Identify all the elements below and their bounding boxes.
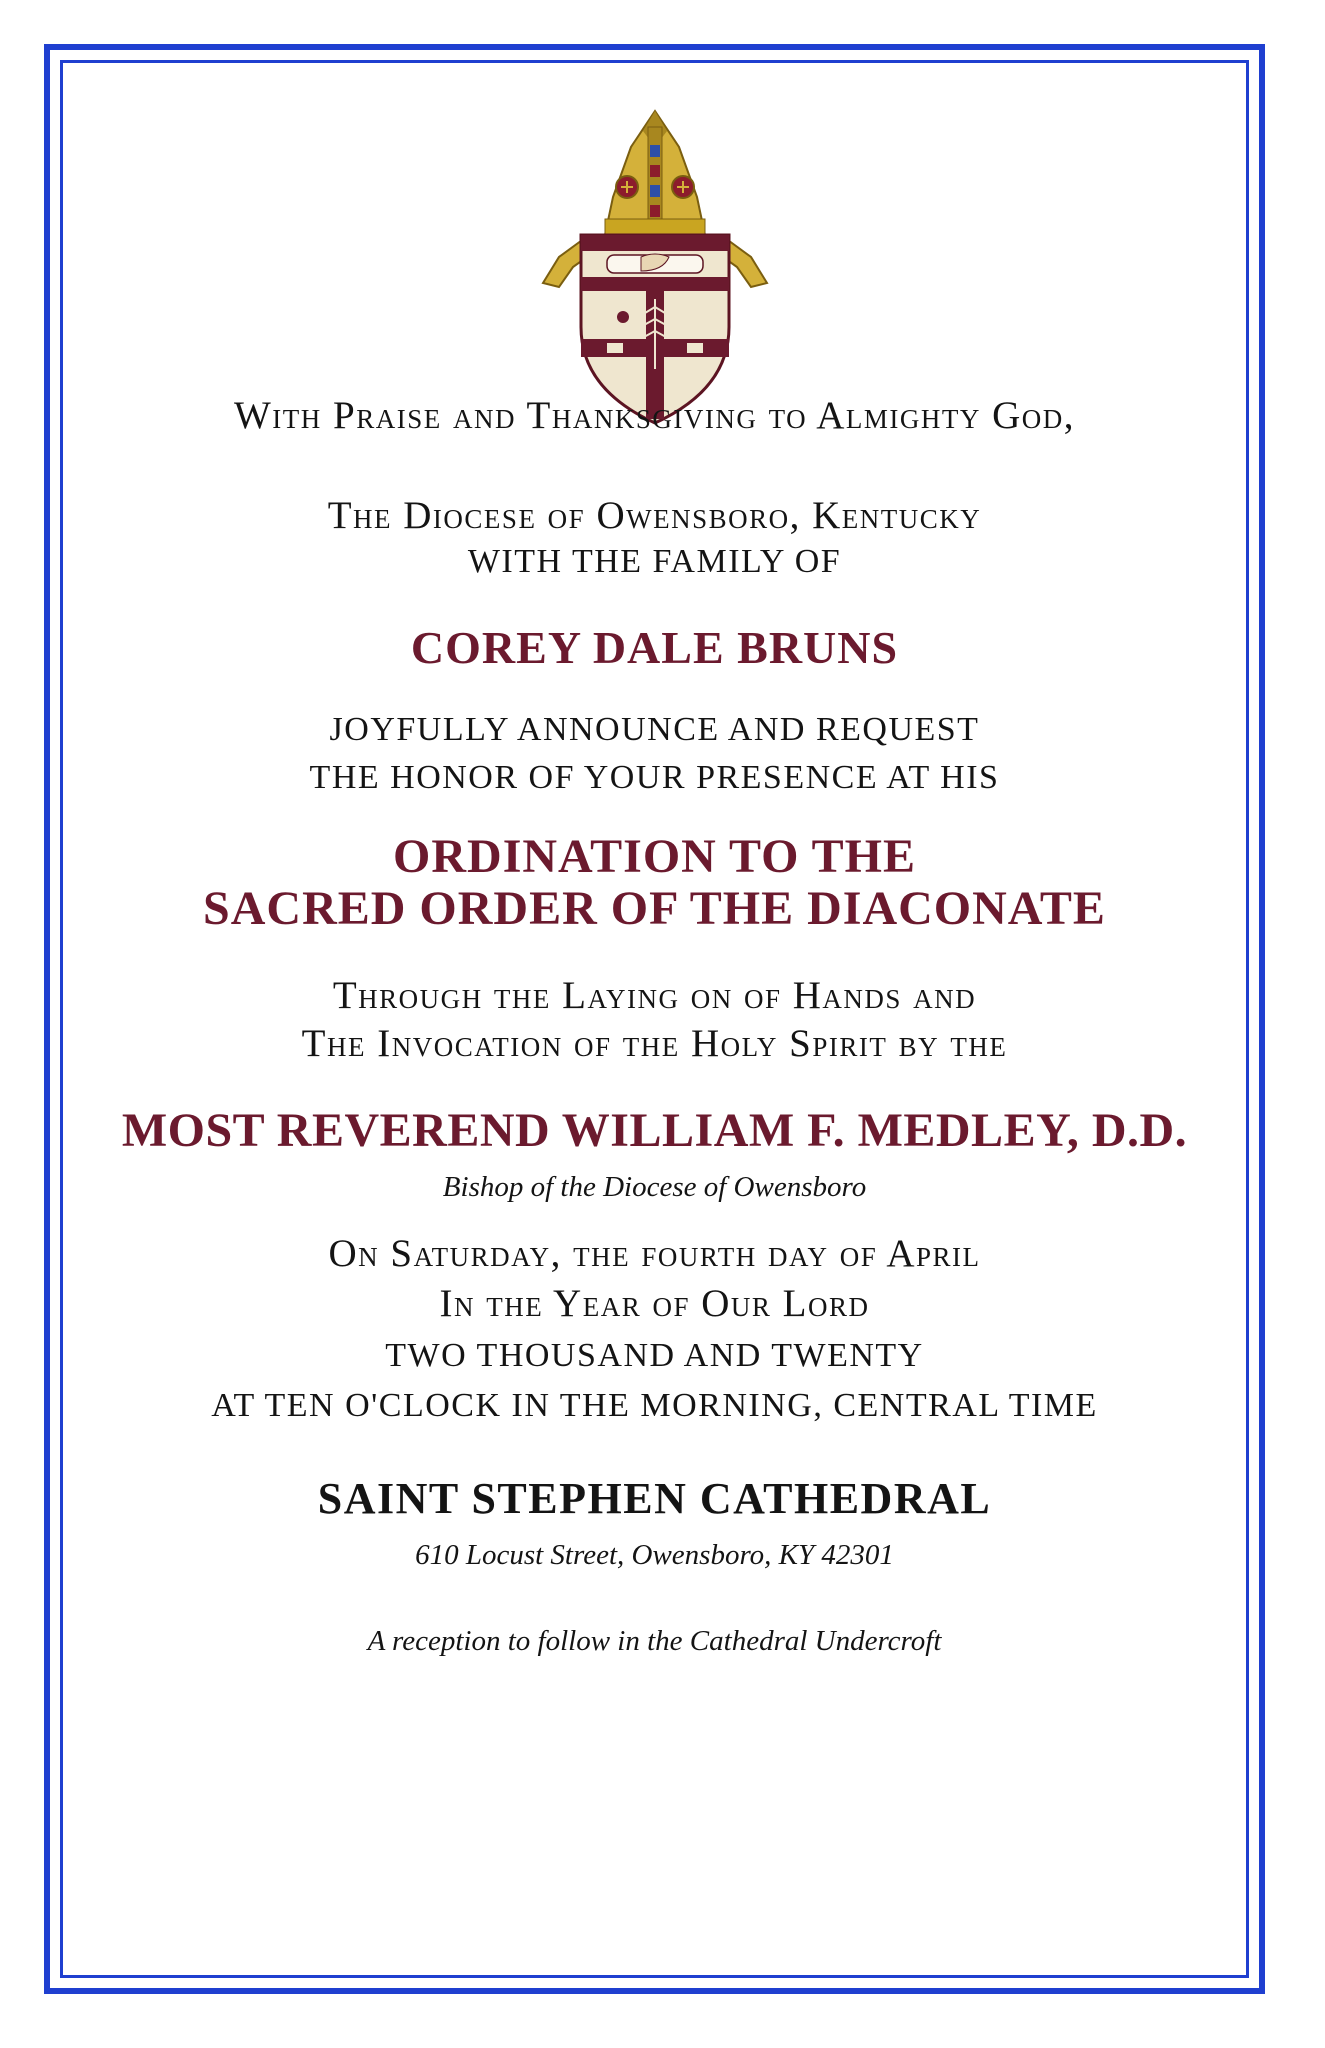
opening-line: With Praise and Thanksgiving to Almighty God, [234,394,1075,437]
date-line-2: In the Year of Our Lord [439,1282,870,1325]
date-line-1: On Saturday, the fourth day of April [328,1232,981,1275]
date-line-4: AT TEN O'CLOCK IN THE MORNING, CENTRAL TIME [211,1387,1098,1424]
venue-address: 610 Locust Street, Owensboro, KY 42301 [415,1539,894,1571]
request-line-2: THE HONOR OF YOUR PRESENCE AT HIS [309,759,1000,796]
ordination-line-1: ORDINATION TO THE [393,830,916,883]
candidate-name: COREY DALE BRUNS [410,622,899,673]
venue-name: SAINT STEPHEN CATHEDRAL [317,1474,992,1523]
request-line-1: JOYFULLY ANNOUNCE AND REQUEST [329,711,980,748]
laying-line-2: The Invocation of the Holy Spirit by the [301,1022,1008,1065]
diocese-name: The Diocese of Owensboro, Kentucky [327,494,982,537]
bishop-title: Bishop of the Diocese of Owensboro [442,1171,867,1203]
family-line: WITH THE FAMILY OF [467,543,842,580]
invitation-card [63,63,1246,1975]
diocesan-coat-of-arms-icon [529,107,781,427]
date-line-3: TWO THOUSAND AND TWENTY [385,1337,924,1374]
bishop-name: MOST REVEREND WILLIAM F. MEDLEY, D.D. [121,1104,1188,1157]
ordination-line-2: SACRED ORDER OF THE DIACONATE [203,882,1106,935]
laying-line-1: Through the Laying on of Hands and [332,974,977,1017]
reception-note: A reception to follow in the Cathedral Undercroft [367,1625,942,1657]
